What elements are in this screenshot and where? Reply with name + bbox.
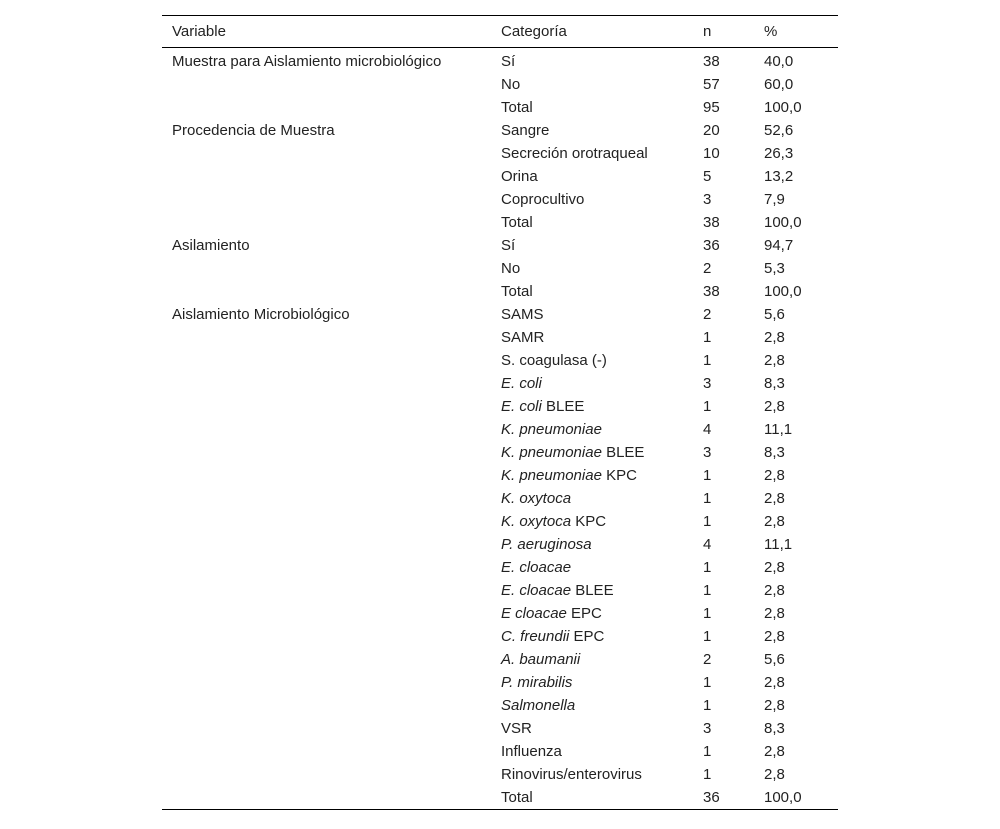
table-row bbox=[162, 441, 838, 464]
categoria-italic-part: E. cloacae bbox=[501, 559, 572, 576]
categoria-text-part: Total bbox=[501, 214, 533, 231]
cell-categoria bbox=[491, 763, 693, 786]
categoria-text-part: Secreción orotraqueal bbox=[501, 145, 648, 162]
categoria-text-part: VSR bbox=[501, 720, 532, 737]
categoria-italic-part: K. oxytoca bbox=[501, 490, 572, 507]
cell-n: 38 bbox=[703, 214, 720, 231]
cell-percent: 2,8 bbox=[764, 674, 785, 691]
table-row bbox=[162, 579, 838, 602]
table-row bbox=[162, 395, 838, 418]
categoria-text-part: Sí bbox=[501, 53, 516, 70]
table-row bbox=[162, 234, 838, 257]
cell-variable bbox=[162, 165, 491, 188]
cell-percent: 2,8 bbox=[764, 743, 785, 760]
cell-categoria bbox=[491, 211, 693, 234]
cell-n: 1 bbox=[703, 329, 712, 346]
table-row bbox=[162, 96, 838, 119]
table-row bbox=[162, 556, 838, 579]
categoria-text-part: Total bbox=[501, 99, 533, 116]
cell-categoria bbox=[491, 48, 693, 74]
table-row bbox=[162, 326, 838, 349]
categoria-italic-part: E cloacae bbox=[501, 605, 567, 622]
table-row bbox=[162, 763, 838, 786]
table-row bbox=[162, 257, 838, 280]
table-row bbox=[162, 740, 838, 763]
header-n: n bbox=[703, 23, 712, 40]
cell-variable: Aislamiento Microbiológico bbox=[172, 306, 350, 323]
cell-percent: 5,6 bbox=[764, 651, 785, 668]
categoria-text-part: Total bbox=[501, 789, 533, 806]
cell-variable: Muestra para Aislamiento microbiológico bbox=[172, 53, 442, 70]
table-row bbox=[162, 602, 838, 625]
cell-categoria bbox=[491, 602, 693, 625]
cell-variable bbox=[162, 740, 491, 763]
table-row bbox=[162, 165, 838, 188]
cell-percent: 2,8 bbox=[764, 628, 785, 645]
categoria-text-part: Sangre bbox=[501, 122, 550, 139]
categoria-text-part: KPC bbox=[571, 513, 607, 530]
cell-variable bbox=[162, 763, 491, 786]
cell-percent: 13,2 bbox=[764, 168, 794, 185]
results-table-container bbox=[162, 15, 838, 810]
cell-variable bbox=[162, 418, 491, 441]
table-row bbox=[162, 487, 838, 510]
cell-variable bbox=[162, 188, 491, 211]
cell-n: 20 bbox=[703, 122, 720, 139]
cell-percent: 2,8 bbox=[764, 467, 785, 484]
cell-percent: 2,8 bbox=[764, 605, 785, 622]
cell-variable bbox=[162, 326, 491, 349]
cell-n: 1 bbox=[703, 582, 712, 599]
cell-variable bbox=[162, 372, 491, 395]
cell-variable bbox=[162, 441, 491, 464]
table-row bbox=[162, 142, 838, 165]
cell-percent: 8,3 bbox=[764, 375, 785, 392]
cell-n: 4 bbox=[703, 421, 712, 438]
cell-n: 1 bbox=[703, 398, 712, 415]
cell-n: 1 bbox=[703, 697, 712, 714]
cell-variable bbox=[162, 671, 491, 694]
cell-n: 1 bbox=[703, 605, 712, 622]
cell-percent: 2,8 bbox=[764, 398, 785, 415]
cell-variable bbox=[162, 487, 491, 510]
categoria-italic-part: E. cloacae bbox=[501, 582, 572, 599]
categoria-text-part: Orina bbox=[501, 168, 538, 185]
categoria-text-part: KPC bbox=[601, 467, 637, 484]
categoria-text-part: S. coagulasa (-) bbox=[501, 352, 607, 369]
cell-variable bbox=[162, 510, 491, 533]
cell-n: 95 bbox=[703, 99, 720, 116]
cell-categoria bbox=[491, 372, 693, 395]
cell-n: 1 bbox=[703, 628, 712, 645]
cell-n: 36 bbox=[703, 789, 720, 806]
cell-n: 4 bbox=[703, 536, 712, 553]
cell-categoria bbox=[491, 556, 693, 579]
categoria-italic-part: K. pneumoniae bbox=[501, 467, 602, 484]
cell-percent: 100,0 bbox=[764, 789, 802, 806]
cell-percent: 40,0 bbox=[764, 53, 794, 70]
cell-n: 1 bbox=[703, 674, 712, 691]
cell-n: 57 bbox=[703, 76, 720, 93]
cell-categoria bbox=[491, 717, 693, 740]
cell-percent: 100,0 bbox=[764, 99, 802, 116]
cell-variable: Procedencia de Muestra bbox=[172, 122, 335, 139]
table-row bbox=[162, 717, 838, 740]
table-row bbox=[162, 648, 838, 671]
cell-n: 3 bbox=[703, 375, 712, 392]
categoria-italic-part: C. freundii bbox=[501, 628, 570, 645]
table-header bbox=[162, 16, 838, 48]
cell-n: 1 bbox=[703, 559, 712, 576]
categoria-italic-part: P. aeruginosa bbox=[501, 536, 592, 553]
cell-n: 1 bbox=[703, 513, 712, 530]
cell-n: 36 bbox=[703, 237, 720, 254]
cell-n: 1 bbox=[703, 490, 712, 507]
cell-variable bbox=[162, 556, 491, 579]
cell-percent: 2,8 bbox=[764, 329, 785, 346]
cell-n: 5 bbox=[703, 168, 712, 185]
table-body bbox=[162, 48, 838, 810]
cell-categoria bbox=[491, 234, 693, 257]
table-row bbox=[162, 349, 838, 372]
categoria-text-part: BLEE bbox=[601, 444, 645, 461]
cell-categoria bbox=[491, 257, 693, 280]
cell-percent: 7,9 bbox=[764, 191, 785, 208]
header-percent: % bbox=[764, 23, 778, 40]
table-row bbox=[162, 372, 838, 395]
cell-variable bbox=[162, 717, 491, 740]
cell-percent: 100,0 bbox=[764, 214, 802, 231]
table-row bbox=[162, 211, 838, 234]
cell-categoria bbox=[491, 694, 693, 717]
cell-categoria bbox=[491, 280, 693, 303]
cell-n: 38 bbox=[703, 283, 720, 300]
table-row bbox=[162, 533, 838, 556]
cell-variable bbox=[162, 579, 491, 602]
cell-percent: 2,8 bbox=[764, 490, 785, 507]
cell-variable: Asilamiento bbox=[172, 237, 250, 254]
categoria-text-part: No bbox=[501, 76, 521, 93]
categoria-text-part: Total bbox=[501, 283, 533, 300]
categoria-text-part: SAMR bbox=[501, 329, 545, 346]
categoria-text-part: Rinovirus/enterovirus bbox=[501, 766, 642, 783]
cell-percent: 11,1 bbox=[764, 536, 793, 553]
cell-variable bbox=[162, 96, 491, 119]
categoria-italic-part: Salmonella bbox=[501, 697, 576, 714]
cell-percent: 2,8 bbox=[764, 513, 785, 530]
cell-variable bbox=[162, 211, 491, 234]
cell-categoria bbox=[491, 119, 693, 142]
cell-categoria bbox=[491, 625, 693, 648]
categoria-italic-part: E. coli bbox=[501, 398, 542, 415]
cell-n: 1 bbox=[703, 467, 712, 484]
cell-variable bbox=[162, 464, 491, 487]
cell-percent: 8,3 bbox=[764, 444, 785, 461]
header-row bbox=[162, 16, 838, 48]
cell-n: 10 bbox=[703, 145, 720, 162]
categoria-text-part: EPC bbox=[569, 628, 605, 645]
categoria-text-part: SAMS bbox=[501, 306, 544, 323]
cell-categoria bbox=[491, 648, 693, 671]
table-row bbox=[162, 464, 838, 487]
cell-n: 38 bbox=[703, 53, 720, 70]
cell-categoria bbox=[491, 326, 693, 349]
cell-categoria bbox=[491, 165, 693, 188]
cell-categoria bbox=[491, 418, 693, 441]
cell-n: 1 bbox=[703, 743, 712, 760]
table-row bbox=[162, 625, 838, 648]
categoria-text-part: No bbox=[501, 260, 521, 277]
cell-percent: 2,8 bbox=[764, 582, 785, 599]
table-row bbox=[162, 418, 838, 441]
cell-categoria bbox=[491, 73, 693, 96]
cell-variable bbox=[162, 257, 491, 280]
cell-percent: 2,8 bbox=[764, 352, 785, 369]
cell-categoria bbox=[491, 464, 693, 487]
categoria-italic-part: K. pneumoniae bbox=[501, 444, 602, 461]
cell-n: 3 bbox=[703, 444, 712, 461]
cell-percent: 2,8 bbox=[764, 697, 785, 714]
cell-categoria bbox=[491, 395, 693, 418]
cell-categoria bbox=[491, 349, 693, 372]
header-categoria: Categoría bbox=[501, 23, 567, 40]
cell-categoria bbox=[491, 740, 693, 763]
cell-categoria bbox=[491, 579, 693, 602]
table-row bbox=[162, 671, 838, 694]
table-row bbox=[162, 188, 838, 211]
cell-variable bbox=[162, 73, 491, 96]
cell-percent: 94,7 bbox=[764, 237, 794, 254]
cell-n: 2 bbox=[703, 260, 712, 277]
categoria-italic-part: K. oxytoca bbox=[501, 513, 572, 530]
table-row bbox=[162, 786, 838, 810]
cell-categoria bbox=[491, 96, 693, 119]
cell-percent: 8,3 bbox=[764, 720, 785, 737]
table-row bbox=[162, 73, 838, 96]
table-row bbox=[162, 694, 838, 717]
cell-categoria bbox=[491, 303, 693, 326]
cell-categoria bbox=[491, 188, 693, 211]
header-variable: Variable bbox=[172, 23, 226, 40]
cell-categoria bbox=[491, 671, 693, 694]
categoria-italic-part: K. pneumoniae bbox=[501, 421, 602, 438]
table-row bbox=[162, 48, 838, 74]
categoria-text-part: Coprocultivo bbox=[501, 191, 585, 208]
cell-categoria bbox=[491, 142, 693, 165]
cell-variable bbox=[162, 602, 491, 625]
cell-variable bbox=[162, 142, 491, 165]
cell-n: 1 bbox=[703, 766, 712, 783]
cell-n: 3 bbox=[703, 720, 712, 737]
cell-variable bbox=[162, 280, 491, 303]
cell-n: 2 bbox=[703, 306, 712, 323]
table-row bbox=[162, 119, 838, 142]
cell-percent: 52,6 bbox=[764, 122, 794, 139]
categoria-text-part: BLEE bbox=[571, 582, 614, 599]
categoria-text-part: Sí bbox=[501, 237, 516, 254]
cell-percent: 26,3 bbox=[764, 145, 794, 162]
cell-percent: 100,0 bbox=[764, 283, 802, 300]
cell-categoria bbox=[491, 441, 693, 464]
results-table bbox=[162, 15, 838, 810]
cell-percent: 5,6 bbox=[764, 306, 785, 323]
cell-percent: 5,3 bbox=[764, 260, 785, 277]
cell-categoria bbox=[491, 510, 693, 533]
cell-variable bbox=[162, 395, 491, 418]
cell-n: 1 bbox=[703, 352, 712, 369]
cell-percent: 2,8 bbox=[764, 559, 785, 576]
categoria-italic-part: A. baumanii bbox=[501, 651, 581, 668]
cell-variable bbox=[162, 349, 491, 372]
categoria-text-part: EPC bbox=[566, 605, 602, 622]
cell-variable bbox=[162, 694, 491, 717]
categoria-italic-part: P. mirabilis bbox=[501, 674, 573, 691]
cell-variable bbox=[162, 786, 491, 810]
cell-percent: 60,0 bbox=[764, 76, 794, 93]
categoria-text-part: BLEE bbox=[541, 398, 585, 415]
cell-n: 3 bbox=[703, 191, 712, 208]
table-row bbox=[162, 510, 838, 533]
table-row bbox=[162, 303, 838, 326]
cell-n: 2 bbox=[703, 651, 712, 668]
cell-categoria bbox=[491, 487, 693, 510]
cell-variable bbox=[162, 533, 491, 556]
table-row bbox=[162, 280, 838, 303]
cell-percent: 11,1 bbox=[764, 421, 793, 438]
categoria-text-part: Influenza bbox=[501, 743, 562, 760]
cell-categoria bbox=[491, 533, 693, 556]
cell-variable bbox=[162, 625, 491, 648]
cell-percent: 2,8 bbox=[764, 766, 785, 783]
cell-categoria bbox=[491, 786, 693, 810]
cell-variable bbox=[162, 648, 491, 671]
categoria-italic-part: E. coli bbox=[501, 375, 542, 392]
